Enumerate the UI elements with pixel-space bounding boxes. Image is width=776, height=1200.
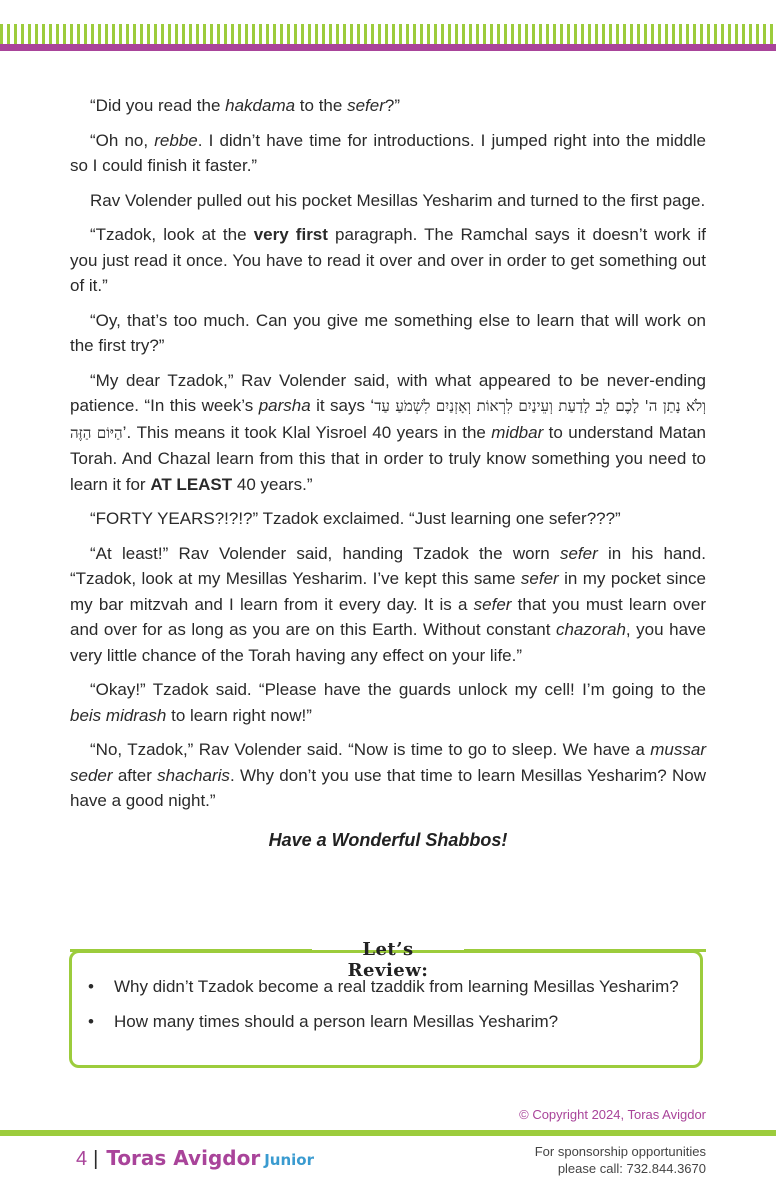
paragraph-container bbox=[70, 93, 706, 814]
story-paragraph: “Oy, that’s too much. Can you give me something else to learn that will work on the first try?” bbox=[70, 310, 706, 355]
story-paragraph: “Tzadok, look at the very first paragraph. The Ramchal says it doesn’t work if you just read it once. You have to read it over and over in order to get something out of it.” bbox=[70, 225, 706, 295]
story-paragraph: “No, Tzadok,” Rav Volender said. “Now is time to go to sleep. We have a mussar seder after shacharis. Why don’t you use that time to learn Mesillas Yesharim? Now have a good night.” bbox=[70, 740, 706, 810]
closing-line: Have a Wonderful Shabbos! bbox=[268, 829, 508, 850]
footer-branding bbox=[76, 1146, 314, 1174]
story-paragraph: Rav Volender pulled out his pocket Mesillas Yesharim and turned to the first page. bbox=[90, 190, 706, 210]
sponsorship-line-1: For sponsorship opportunities bbox=[534, 1144, 706, 1159]
sponsorship-line-2: please call: 732.844.3670 bbox=[557, 1161, 706, 1176]
bullet-icon: • bbox=[88, 977, 94, 996]
review-question: • Why didn’t Tzadok become a real tzaddik from learning Mesillas Yesharim? bbox=[86, 974, 690, 1000]
story-paragraph: “FORTY YEARS?!?!?” Tzadok exclaimed. “Just learning one sefer???” bbox=[90, 509, 621, 528]
sponsorship-info bbox=[535, 1143, 706, 1177]
page-number: 4 bbox=[76, 1148, 88, 1170]
footer-separator: | bbox=[93, 1148, 99, 1170]
story-paragraph: “Did you read the hakdama to the sefer?” bbox=[90, 96, 400, 115]
brand-suffix: Junior bbox=[264, 1151, 314, 1169]
story-body bbox=[70, 93, 706, 853]
review-title: Let’s Review: bbox=[347, 939, 429, 981]
story-paragraph: “Okay!” Tzadok said. “Please have the guards unlock my cell! I’m going to the beis midrash to learn right now!” bbox=[70, 680, 706, 725]
story-paragraph: “My dear Tzadok,” Rav Volender said, with what appeared to be never-ending patience. “In this week’s parsha it says ‘וְלֹא נָתַן ה' לָכֶם לֵב לָדַעַת וְעֵינַיִם לִרְאוֹת וְאָזְנַיִם לִשְׁמֹעַ עַד הַיּוֹם הַזֶּה’. This means it took Klal Yisroel 40 years in the midbar to understand Matan Torah. And Chazal learn from this that in order to truly know something you need to learn it for AT LEAST 40 years.” bbox=[70, 370, 706, 494]
story-paragraph: “Oh no, rebbe. I didn’t have time for introductions. I jumped right into the middle so I could finish it faster.” bbox=[70, 130, 707, 175]
brand-logo-text: Toras Avigdor bbox=[106, 1146, 261, 1170]
footer-divider-line bbox=[0, 1130, 776, 1136]
review-question: • How many times should a person learn Mesillas Yesharim? bbox=[86, 1009, 690, 1035]
copyright-notice: © Copyright 2024, Toras Avigdor bbox=[519, 1107, 706, 1122]
top-decorative-stripes bbox=[0, 24, 776, 44]
story-paragraph: “At least!” Rav Volender said, handing Tzadok the worn sefer in his hand. “Tzadok, look at my Mesillas Yesharim. I’ve kept this same sefer in my pocket since my bar mitzvah and I learn from it every day. It is a sefer that you must learn over and over for as long as you are on this Earth. Without constant chazorah, you have very little chance of the Torah having any effect on your life.” bbox=[70, 543, 706, 665]
top-divider-line bbox=[0, 44, 776, 51]
bullet-icon: • bbox=[88, 1011, 94, 1031]
review-list bbox=[86, 974, 690, 1043]
review-rule-left bbox=[70, 949, 312, 952]
review-rule-right bbox=[464, 949, 706, 952]
review-header bbox=[70, 939, 706, 981]
